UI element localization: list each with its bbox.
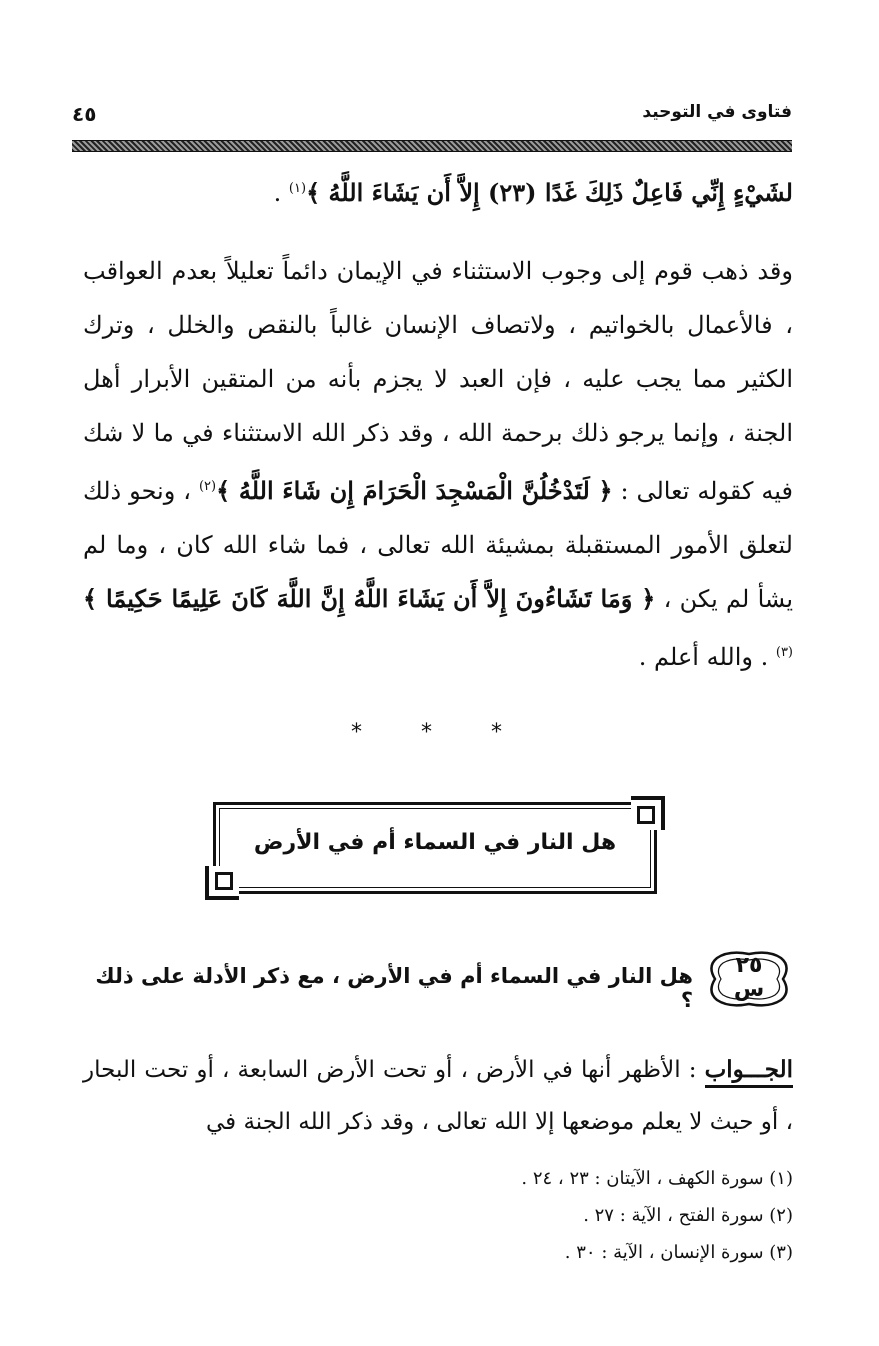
verse-tail: .	[273, 179, 289, 207]
ornament-corner-icon	[205, 866, 239, 900]
page-number: ٤٥	[72, 102, 97, 126]
paragraph-istithna	[83, 244, 793, 684]
question-text: هل النار في السماء أم في الأرض ، مع ذكر الأدلة على ذلك ؟	[95, 964, 693, 1012]
answer-label: الجـــواب	[705, 1056, 793, 1088]
question-letter: س	[733, 977, 765, 1002]
question-badge	[705, 948, 793, 1010]
section-title: هل النار في السماء أم في الأرض	[253, 830, 617, 855]
question-row	[83, 948, 793, 1014]
question-number: ٢٥	[735, 953, 763, 978]
paragraph-lead: وقد ذهب قوم إلى وجوب الاستثناء في الإيمان دائماً تعليلاً بعدم العواقب ، فالأعمال بالخواتيم ، ولاتصاف الإنسان غالباً بالنقص والخلل ، وترك الكثير مما يجب عليه ، فإن العبد لا يجزم بأنه من المتقين الأبرار أهل الجنة ، وإنما يرجو ذلك برحمة الله ، وقد ذكر الله الاستثناء في ما لا شك فيه كقوله تعالى :	[83, 257, 793, 505]
header-rule	[72, 140, 792, 152]
paragraph-end: . والله أعلم .	[638, 643, 776, 671]
section-title-frame	[205, 796, 665, 900]
footnote-ref-1: (١)	[288, 181, 307, 196]
section-separator: * * *	[351, 720, 528, 745]
paragraph-mid: ، ونحو ذلك لتعلق الأمور المستقبلة بمشيئة الله تعالى ، فما شاء الله كان ، وما لم يشأ لم يكن ،	[83, 477, 793, 613]
footnote-ref-3: (٣)	[775, 645, 793, 660]
quran-verse-3: ﴿ وَمَا تَشَاءُونَ إِلاَّ أَن يَشَاءَ اللَّهُ إِنَّ اللَّهَ كَانَ عَلِيمًا حَكِيمًا ﴾	[83, 584, 656, 613]
book-title: فتاوى في التوحيد	[642, 102, 792, 122]
answer-paragraph	[83, 1044, 793, 1148]
verse-continuation	[274, 178, 793, 207]
question-number-label	[705, 954, 793, 1002]
footnote-3: (٣) سورة الإنسان ، الآية : ٣٠ .	[564, 1242, 793, 1263]
ornament-corner-icon	[631, 796, 665, 830]
footnote-2: (٢) سورة الفتح ، الآية : ٢٧ .	[583, 1205, 793, 1226]
footnote-1: (١) سورة الكهف ، الآيتان : ٢٣ ، ٢٤ .	[521, 1168, 793, 1189]
footnotes	[521, 1160, 793, 1271]
running-header	[72, 102, 792, 132]
quran-verse-2: ﴿ لَتَدْخُلُنَّ الْمَسْجِدَ الْحَرَامَ إِن شَاءَ اللَّهُ ﴾	[216, 476, 613, 505]
quran-verse-1: لشَيْءٍ إِنِّي فَاعِلٌ ذَلِكَ غَدًا (٢٣) إِلاَّ أَن يَشَاءَ اللَّهُ ﴾	[306, 178, 793, 207]
answer-text: : الأظهر أنها في الأرض ، أو تحت الأرض السابعة ، أو تحت البحار ، أو حيث لا يعلم موضعها إلا الله تعالى ، وقد ذكر الله الجنة في	[83, 1057, 793, 1135]
footnote-ref-2: (٢)	[198, 479, 217, 494]
